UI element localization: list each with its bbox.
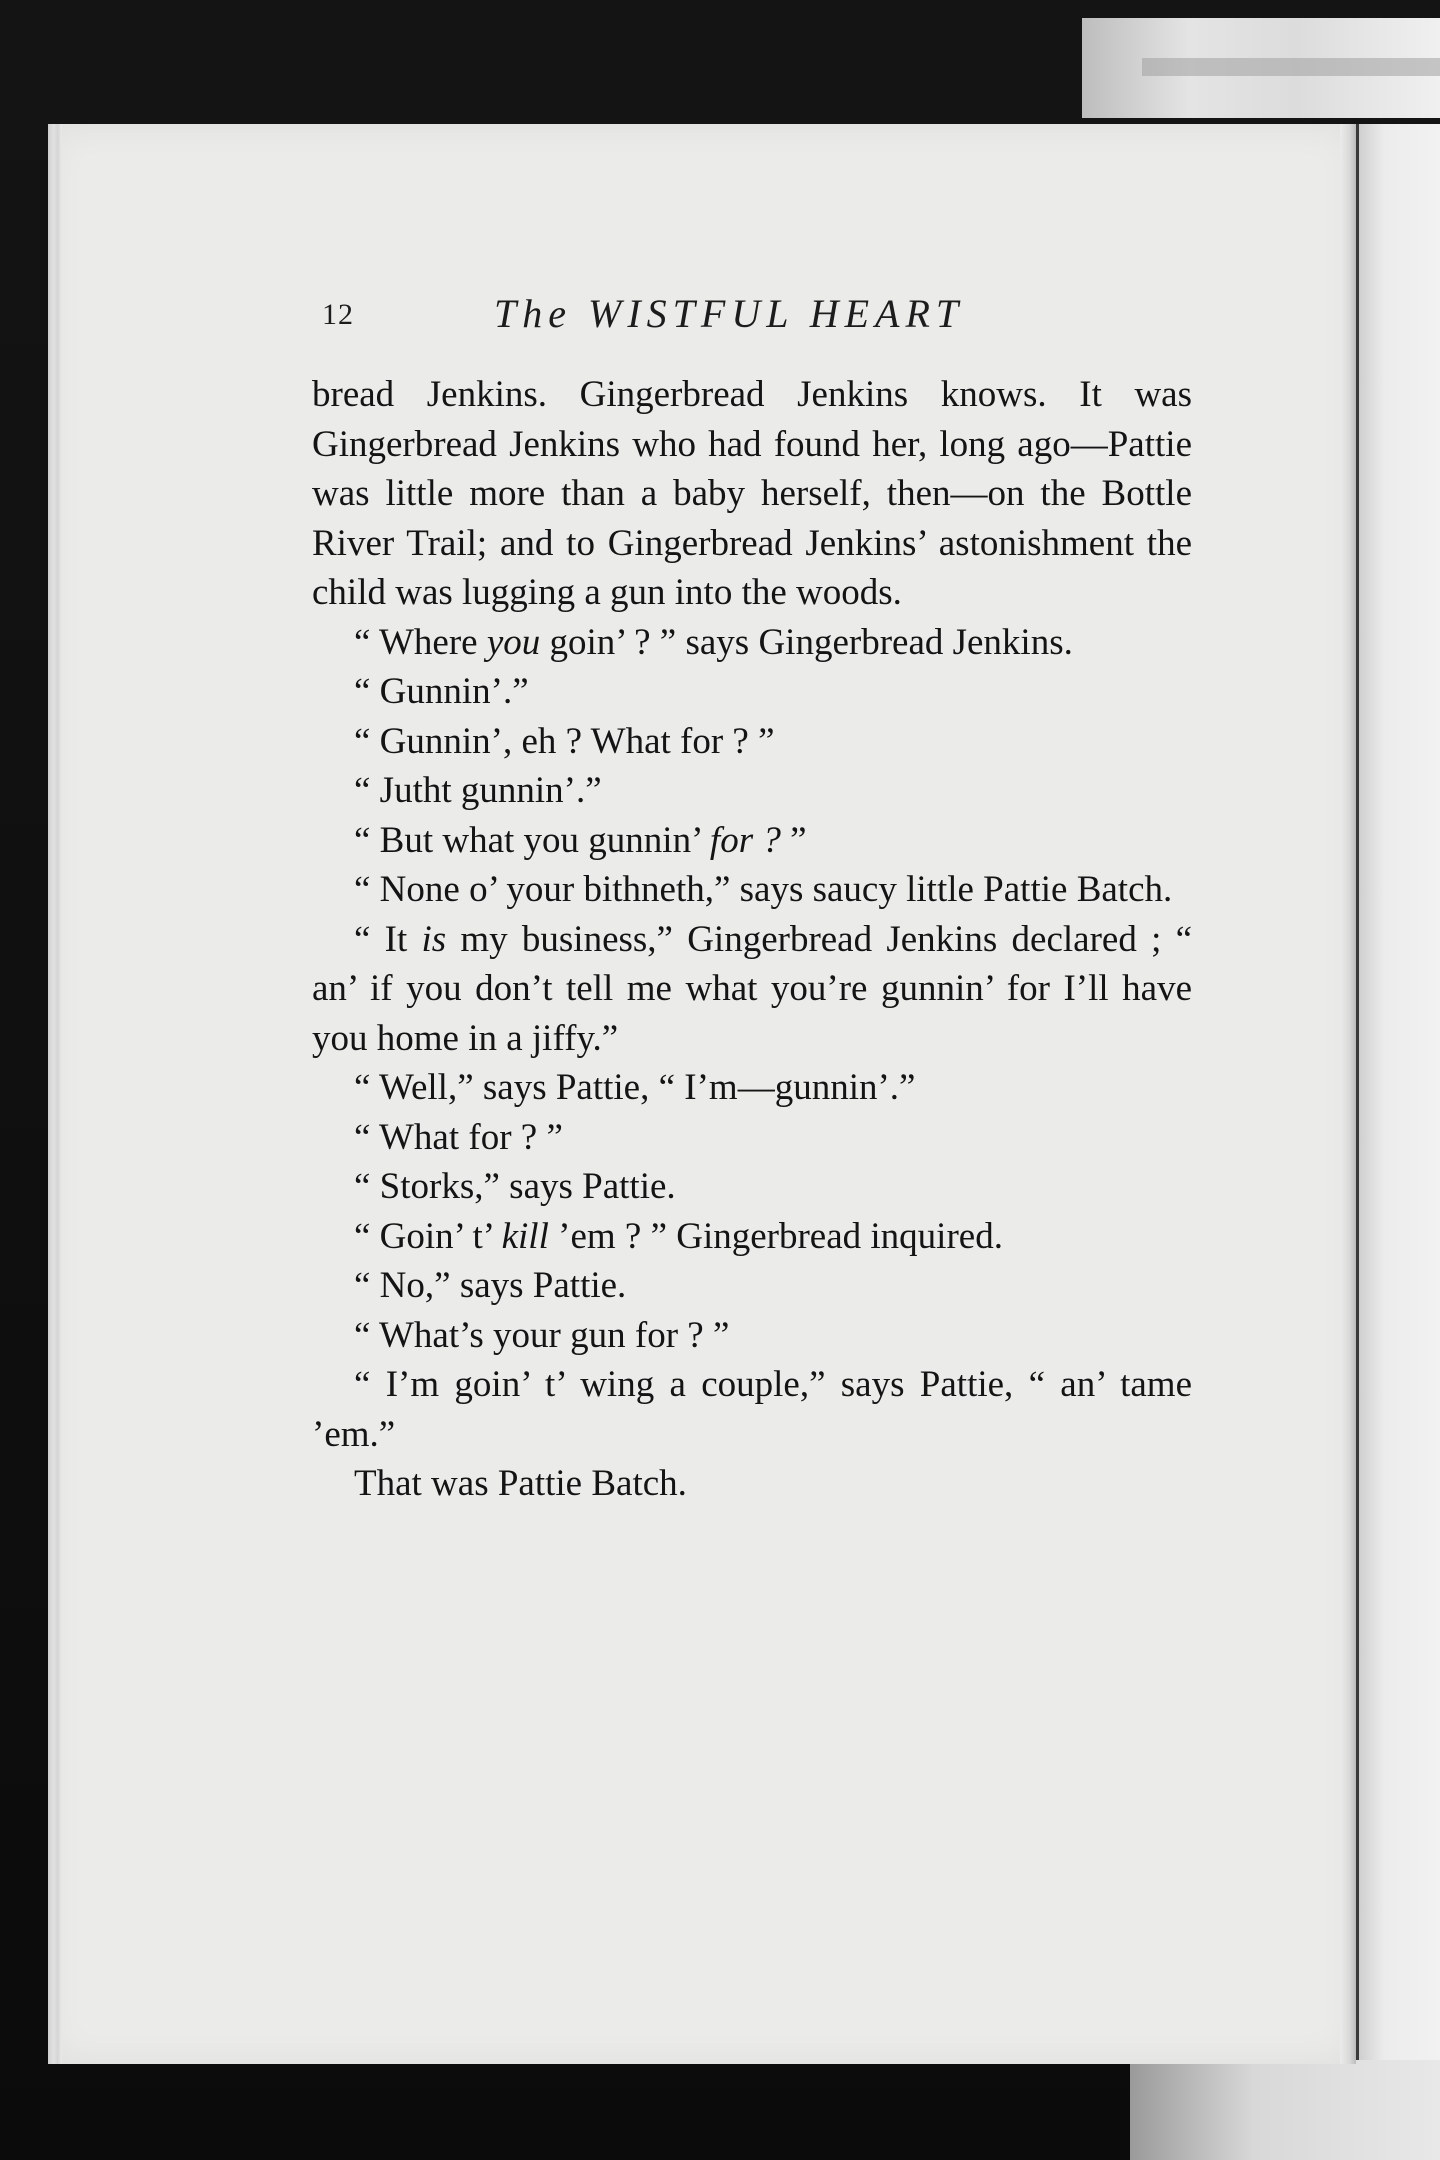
paragraph: That was Pattie Batch. [354,1463,687,1504]
text-run: “ Where [354,621,487,663]
paragraph: “ Gunnin’.” [354,671,529,712]
adjacent-page-tab-bottom [1130,2060,1440,2160]
text-run: “ It [354,918,422,960]
paragraph: “ I’m goin’ t’ wing a couple,” says Pattie, “ an’ tame ’em.” [312,1364,1192,1455]
paragraph: “ Gunnin’, eh ? What for ? ” [354,720,775,762]
paragraph: “ Jutht gunnin’.” [354,770,602,811]
paragraph: “ What for ? ” [354,1116,563,1158]
body-text [312,370,1192,1509]
emphasis: you [486,621,541,663]
paragraph [312,1212,1192,1262]
page-left-edge [48,124,62,2064]
text-run: ’em ? ” Gingerbread inquired. [548,1215,1003,1257]
paragraph [312,816,1192,866]
paragraph: “ No,” says Pattie. [354,1265,627,1306]
text-run: “ Goin’ t’ [354,1215,502,1257]
paragraph [312,618,1192,668]
paragraph: “ Storks,” says Pattie. [354,1166,676,1207]
emphasis: for ? [709,819,781,861]
emphasis: kill [501,1215,549,1257]
text-run: “ But what you gunnin’ [354,819,710,861]
text-run: goin’ ? ” says Gingerbread Jenkins. [540,621,1073,663]
running-header [322,290,1202,340]
paragraph: “ None o’ your bithneth,” says saucy little Pattie Batch. [354,869,1173,910]
emphasis: is [421,918,447,960]
paragraph [312,915,1192,1064]
page-number: 12 [322,298,354,331]
adjacent-page-edge [1356,124,1440,2064]
adjacent-page-tab-top [1082,18,1440,118]
running-title: The WISTFUL HEART [494,291,965,336]
paragraph: “ What’s your gun for ? ” [354,1314,730,1356]
paragraph: “ Well,” says Pattie, “ I’m—gunnin’.” [354,1067,916,1108]
paragraph: bread Jenkins. Gingerbread Jenkins knows. It was Gingerbread Jenkins who had found her, long ago—Pattie was little more than a baby herself, then—on the Bottle River Trail; and to Gingerbread Jenkins’ astonishment the child was lugging a gun into the woods. [312,374,1192,613]
text-run: ” [780,819,807,861]
text-run: my business,” Gingerbread Jenkins declared ; “ an’ if you don’t tell me what you’re gunnin’ for I’ll have you home in a jiffy.” [312,918,1192,1059]
page-gutter [1340,124,1356,2064]
